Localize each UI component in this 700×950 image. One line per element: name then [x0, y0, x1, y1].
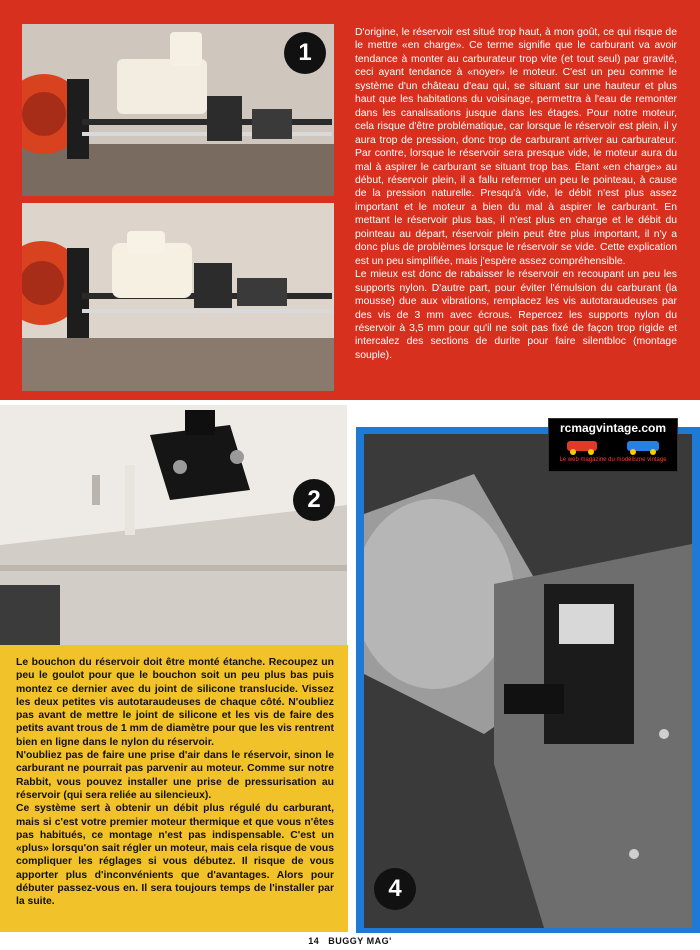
- page-number: 14: [308, 936, 320, 946]
- photo-number-2-badge: 2: [293, 479, 335, 521]
- article-text-top: [355, 26, 677, 362]
- paragraph-pressurisation: Ce système sert à obtenir un débit plus régulé du carburant, mais si c'est votre premier moteur thermique et que vous n'êtes pas habitués, ce montage n'est pas indispensable. C'est un «plus» lorsqu'on sait régler un moteur, mais cela risque de vous compliquer les réglages si vous débutez. Il risque de vous apporter plus d'inconvénients que d'avantages. Alors pour débuter passez-vous en. Il sera toujours temps de l'installer par la suite.: [16, 803, 334, 908]
- paragraph-air-intake: N'oubliez pas de faire une prise d'air dans le réservoir, sinon le carburant ne pourrait pas parvenir au moteur. Comme sur notre Rabbit, vous pouvez installer une prise de pressurisation au réservoir (qui sera reliée au silencieux).: [16, 750, 334, 801]
- article-text-bottom: [16, 656, 334, 909]
- photo-fuel-tank-high: [22, 24, 334, 196]
- logo-title: rcmagvintage.com: [559, 421, 667, 435]
- paragraph-tank-lowering: Le mieux est donc de rabaisser le réservoir en recoupant un peu les supports nylon. D'autre part, pour éviter l'émulsion du carburant (la mousse) due aux vibrations, remplacez les vis autotaraudeuses par des vis de 3 mm avec écrous. Repercez les supports nylon du réservoir à 3,5 mm pour qu'il ne soit pas fixé de façon trop rigide et intercalez des sections de durite pour faire silentbloc (montage souple).: [355, 269, 677, 361]
- photo-tank-cap: [0, 405, 347, 645]
- photo-fuel-tank-lowered: [22, 203, 334, 391]
- photo-2-illustration: [0, 405, 347, 645]
- logo-cars-icon: [549, 435, 677, 457]
- magazine-name: BUGGY MAG': [328, 936, 392, 946]
- photo-servo-close-up: [364, 434, 692, 928]
- paragraph-cap-mounting: Le bouchon du réservoir doit être monté étanche. Recoupez un peu le goulot pour que le bouchon soit un peu plus bas puis montez ce dernier avec du joint de silicone translucide. Vissez les deux petites vis autotaraudeuses de chaque côté. N'oubliez pas avant de mettre le joint de silicone et les vis de faire des petits avant trous de 1 mm de diamètre pour que les vis rentrent bien en ligne dans le nylon du réservoir.: [16, 657, 334, 748]
- page-footer: [0, 932, 700, 950]
- photo-3-illustration: [22, 203, 334, 391]
- logo-tagline: Le web magazine du modélisme vintage: [559, 457, 667, 463]
- photo-number-4-badge: 4: [374, 868, 416, 910]
- paragraph-tank-explanation: D'origine, le réservoir est situé trop haut, à mon goût, ce qui risque de le mettre «en charge». Ce terme signifie que le carburant va avoir tendance à monter au carburateur trop vite (et tout seul) par gravité, ceci ayant tendance à «noyer» le moteur. C'est un peu comme le système d'un château d'eau qui, se situant sur une hauteur et plus haut que les habitations du voisinage, permettra à l'eau de remonter dans les canalisations jusque dans les étages. Pour notre moteur, cela risque d'être problématique, car lorsque le réservoir est plein, il y aura trop de pression, donc trop de carburant arriver au carburateur. Par contre, lorsque le réservoir sera presque vide, le moteur aura du mal à aspirer le carburant se situant trop bas. Étant «en charge» au début, réservoir plein, il a fallu refermer un peu le pointeau, à cause de la pression naturelle. Presqu'à vide, le débit n'est plus assez important et le moteur a bien du mal à aspirer le carburant. En mettant le réservoir plus bas, il n'est plus en charge et le débit du pointeau au départ, réservoir plein peut être plus important, il n'y a donc plus de problèmes lorsque le réservoir se vide. Cette explication est un peu simplifiée, mais j'espère assez compréhensible.: [355, 27, 677, 267]
- photo-4-illustration: [364, 434, 692, 928]
- site-logo: [548, 418, 678, 472]
- photo-number-1-badge: 1: [284, 32, 326, 74]
